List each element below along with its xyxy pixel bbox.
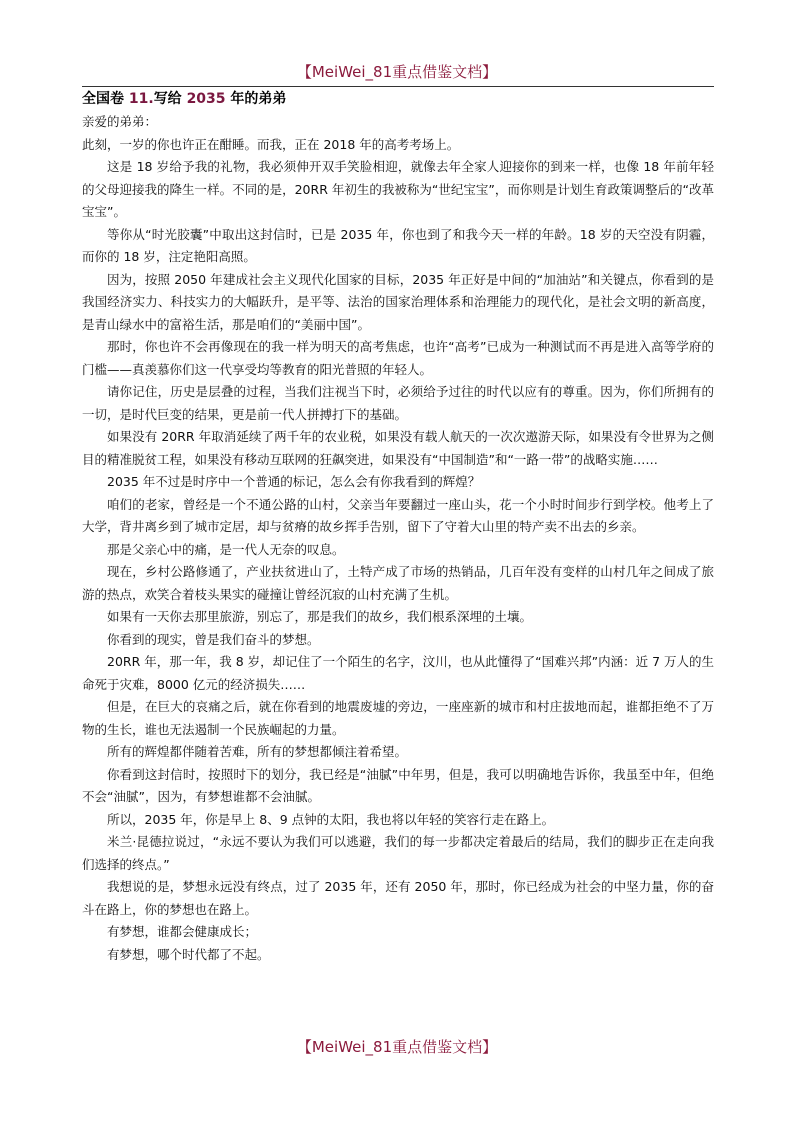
paragraph: 这是 18 岁给予我的礼物，我必须伸开双手笑脸相迎，就像去年全家人迎接你的到来一样，也像 18 年前年轻的父母迎接我的降生一样。不同的是，20RR 年初生的我被称为“世纪宝宝”，而你则是计划生育政策调整后的“改革宝宝”。 bbox=[82, 159, 714, 219]
title-text-a: 写给 bbox=[153, 91, 187, 107]
paragraph: 那是父亲心中的痛，是一代人无奈的叹息。 bbox=[107, 541, 345, 557]
paragraph: 如果没有 20RR 年取消延续了两千年的农业税，如果没有载人航天的一次次遨游天际，如果没有令世界为之侧目的精准脱贫工程，如果没有移动互联网的狂飙突进，如果没有“中国制造”和“一路一带”的战略实施…… bbox=[82, 429, 714, 467]
page-footer: 【MeiWei_81重点借鉴文档】 bbox=[296, 1038, 498, 1056]
paragraph: 有梦想，谁都会健康成长； bbox=[107, 924, 258, 939]
header-divider bbox=[82, 86, 714, 87]
paragraph: 等你从“时光胶囊”中取出这封信时，已是 2035 年，你也到了和我今天一样的年龄。18 岁的天空没有阴霾，而你的 18 岁，注定艳阳高照。 bbox=[82, 226, 714, 264]
paragraph: 那时，你也许不会再像现在的我一样为明天的高考焦虑，也许“高考”已成为一种测试而不再是进入高等学府的门槛——真羡慕你们这一代享受均等教育的阳光普照的年轻人。 bbox=[82, 339, 714, 377]
title-number: 11. bbox=[128, 91, 154, 107]
paragraph: 请你记住，历史是层叠的过程，当我们注视当下时，必须给予过往的时代以应有的尊重。因为，你们所拥有的一切，是时代巨变的结果，更是前一代人拼搏打下的基础。 bbox=[82, 384, 714, 422]
paragraph: 你看到的现实，曾是我们奋斗的梦想。 bbox=[107, 631, 320, 647]
paragraph: 亲爱的弟弟： bbox=[82, 114, 158, 129]
essay-body bbox=[82, 111, 714, 966]
paragraph: 20RR 年，那一年，我 8 岁，却记住了一个陌生的名字，汶川，也从此懂得了“国难兴邦”内涵：近 7 万人的生命死于灾难，8000 亿元的经济损失…… bbox=[82, 654, 715, 692]
paragraph: 所以，2035 年，你是早上 8、9 点钟的太阳，我也将以年轻的笑容行走在路上。 bbox=[107, 811, 555, 827]
essay-title bbox=[82, 89, 286, 109]
title-prefix: 全国卷 bbox=[82, 91, 129, 107]
title-year: 2035 bbox=[186, 91, 226, 107]
paragraph: 如果有一天你去那里旅游，别忘了，那是我们的故乡，我们根系深埋的土壤。 bbox=[107, 609, 533, 624]
paragraph: 你看到这封信时，按照时下的划分，我已经是“油腻”中年男，但是，我可以明确地告诉你，我虽至中年，但绝不会“油腻”，因为，有梦想谁都不会油腻。 bbox=[82, 766, 714, 804]
paragraph: 此刻，一岁的你也许正在酣睡。而我，正在 2018 年的高考考场上。 bbox=[82, 136, 460, 152]
paragraph: 咱们的老家，曾经是一个不通公路的山村，父亲当年要翻过一座山头，花一个小时时间步行到学校。他考上了大学，背井离乡到了城市定居，却与贫瘠的故乡挥手告别，留下了守着大山里的特产卖不出去的乡亲。 bbox=[82, 496, 714, 534]
paragraph: 现在，乡村公路修通了，产业扶贫进山了，土特产成了市场的热销品，几百年没有变样的山村几年之间成了旅游的热点，欢笑合着枝头果实的碰撞让曾经沉寂的山村充满了生机。 bbox=[82, 564, 714, 602]
paragraph: 有梦想，哪个时代都了不起。 bbox=[107, 946, 270, 962]
paragraph: 但是，在巨大的哀痛之后，就在你看到的地震废墟的旁边，一座座新的城市和村庄拔地而起，谁都拒绝不了万物的生长，谁也无法遏制一个民族崛起的力量。 bbox=[82, 699, 714, 737]
paragraph: 所有的辉煌都伴随着苦难，所有的梦想都倾注着希望。 bbox=[107, 744, 408, 759]
paragraph: 我想说的是，梦想永远没有终点，过了 2035 年，还有 2050 年，那时，你已经成为社会的中坚力量，你的奋斗在路上，你的梦想也在路上。 bbox=[82, 879, 714, 917]
paragraph: 因为，按照 2050 年建成社会主义现代化国家的目标，2035 年正好是中间的“加油站”和关键点，你看到的是我国经济实力、科技实力的大幅跃升，是平等、法治的国家治理体系和治理能力的现代化，是社会文明的新高度，是青山绿水中的富裕生活，那是咱们的“美丽中国”。 bbox=[82, 271, 714, 332]
paragraph: 米兰·昆德拉说过，“永远不要认为我们可以逃避，我们的每一步都决定着最后的结局，我们的脚步正在走向我们选择的终点。” bbox=[82, 834, 714, 872]
paragraph: 2035 年不过是时序中一个普通的标记，怎么会有你我看到的辉煌？ bbox=[107, 474, 481, 489]
page-header: 【MeiWei_81重点借鉴文档】 bbox=[296, 63, 498, 81]
title-text-b: 年的弟弟 bbox=[225, 91, 287, 107]
